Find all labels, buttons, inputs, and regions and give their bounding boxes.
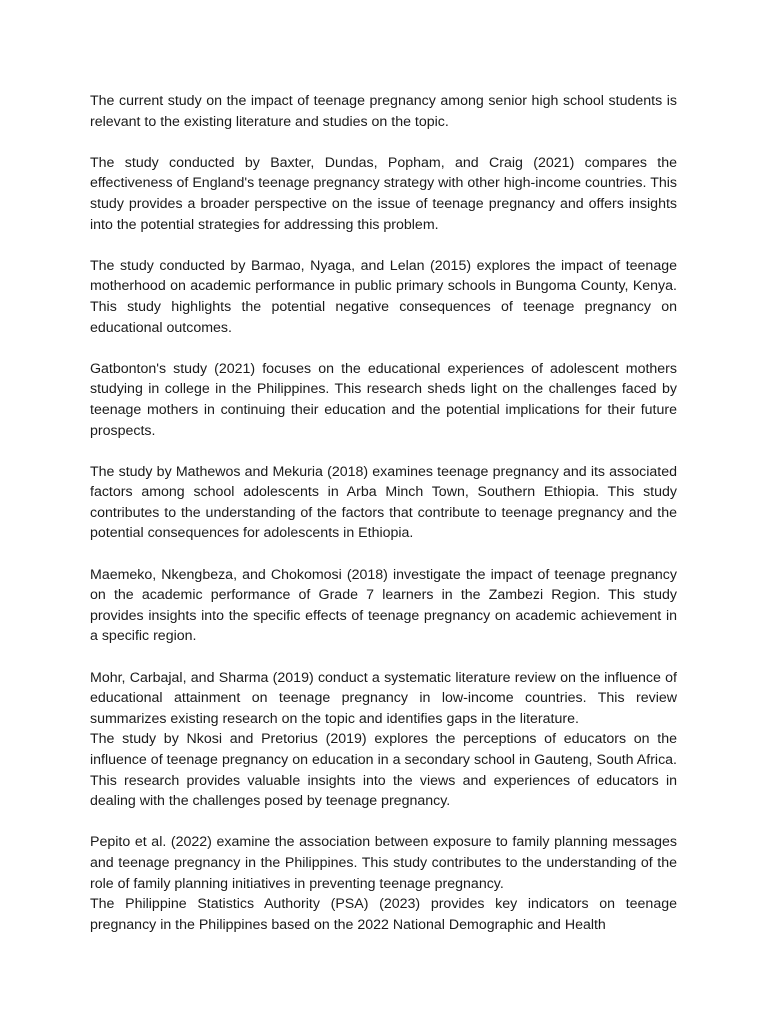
paragraph-maemeko: Maemeko, Nkengbeza, and Chokomosi (2018) investigate the impact of teenage pregnancy on the academic performance of Grade 7 learners in the Zambezi Region. This study provides insights into the specific effects of teenage pregnancy on academic achievement in a specific region. [90,566,677,645]
paragraph-psa: The Philippine Statistics Authority (PSA) (2023) provides key indicators on teenage pregnancy in the Philippines based on the 2022 National Demographic and Health [90,896,677,933]
paragraph-intro: The current study on the impact of teenage pregnancy among senior high school students is relevant to the existing literature and studies on the topic. [90,93,677,130]
paragraph-mathewos: The study by Mathewos and Mekuria (2018) examines teenage pregnancy and its associated factors among school adolescents in Arba Minch Town, Southern Ethiopia. This study contributes to the understanding of the factors that contribute to teenage pregnancy and the potential consequences for adolescents in Ethiopia. [90,463,677,542]
paragraph-mohr: Mohr, Carbajal, and Sharma (2019) conduct a systematic literature review on the influence of educational attainment on teenage pregnancy in low-income countries. This review summarizes existing research on the topic and identifies gaps in the literature. [90,669,677,727]
paragraph-nkosi: The study by Nkosi and Pretorius (2019) explores the perceptions of educators on the influence of teenage pregnancy on education in a secondary school in Gauteng, South Africa. This research provides valuable insights into the views and experiences of educators in dealing with the challenges posed by teenage pregnancy. [90,731,677,810]
paragraph-baxter: The study conducted by Baxter, Dundas, Popham, and Craig (2021) compares the effectiveness of England's teenage pregnancy strategy with other high-income countries. This study provides a broader perspective on the issue of teenage pregnancy and offers insights into the potential strategies for addressing this problem. [90,154,677,233]
paragraph-gatbonton: Gatbonton's study (2021) focuses on the educational experiences of adolescent mothers studying in college in the Philippines. This research sheds light on the challenges faced by teenage mothers in continuing their education and the potential implications for their future prospects. [90,360,677,439]
paragraph-pepito: Pepito et al. (2022) examine the association between exposure to family planning messages and teenage pregnancy in the Philippines. This study contributes to the understanding of the role of family planning initiatives in preventing teenage pregnancy. [90,834,677,892]
paragraph-barmao: The study conducted by Barmao, Nyaga, and Lelan (2015) explores the impact of teenage motherhood on academic performance in public primary schools in Bungoma County, Kenya. This study highlights the potential negative consequences of teenage pregnancy on educational outcomes. [90,257,677,336]
document-page [90,91,677,935]
